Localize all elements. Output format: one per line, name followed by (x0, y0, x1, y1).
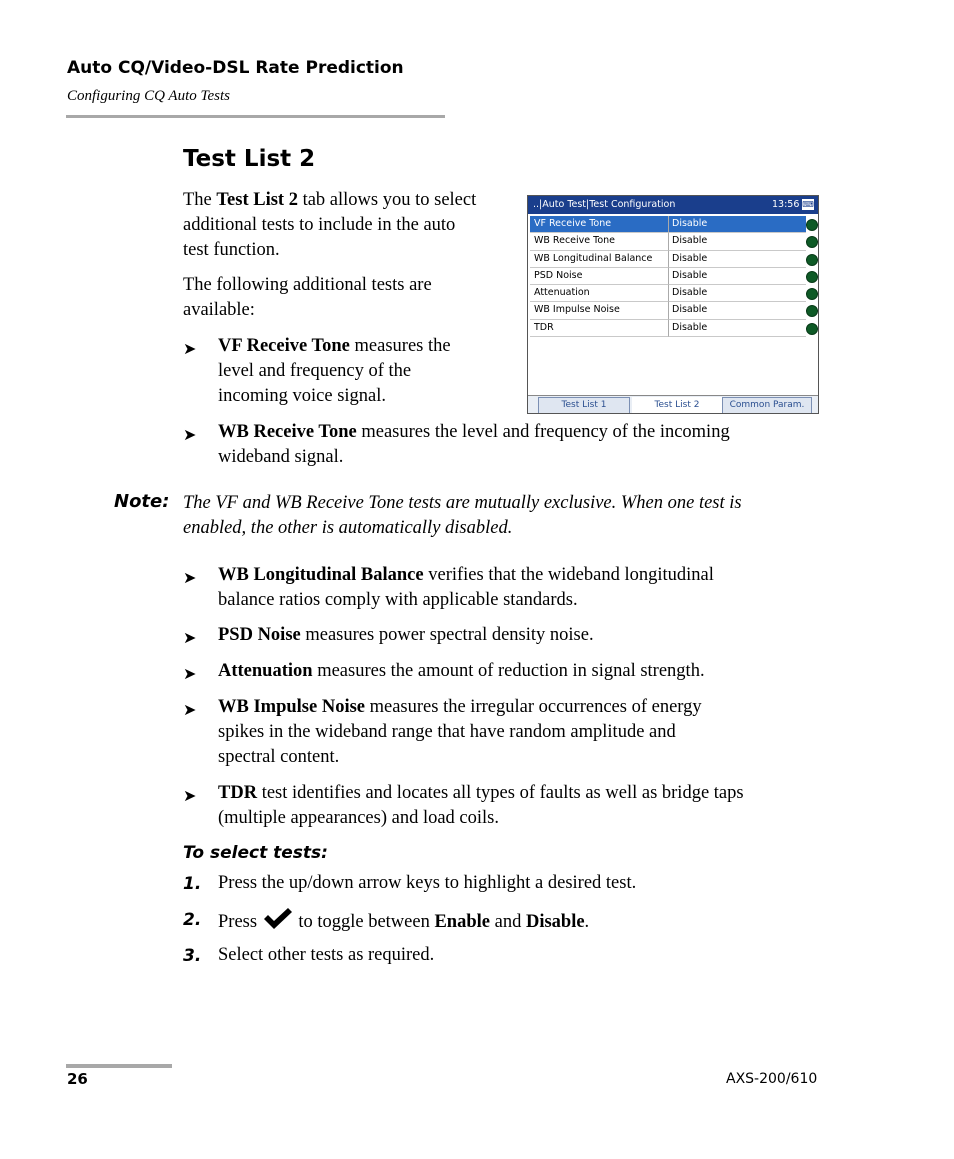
test-value[interactable]: Disable (668, 216, 806, 233)
test-row[interactable] (530, 251, 818, 268)
intro-paragraph: The Test List 2 tab allows you to select additional tests to include in the auto test function. (183, 190, 477, 260)
checkmark-icon (262, 907, 294, 929)
status-led-icon (806, 288, 818, 300)
status-led-icon (806, 271, 818, 283)
step-text: Press to toggle between Enable and Disable. (218, 907, 589, 935)
test-value[interactable]: Disable (668, 233, 806, 250)
status-led-icon (806, 323, 818, 335)
device-breadcrumb[interactable]: ..|Auto Test|Test Configuration (533, 199, 676, 210)
device-clock: 13:56 (772, 199, 800, 210)
status-led-icon (806, 219, 818, 231)
step-text: Press the up/down arrow keys to highlight a desired test. (218, 873, 637, 893)
test-row[interactable] (530, 216, 818, 233)
test-name: Attenuation (530, 285, 669, 302)
test-name: WB Receive Tone (530, 233, 669, 250)
keyboard-icon[interactable]: ⌨ (802, 200, 814, 209)
bullet-tdr: TDR test identifies and locates all types of faults as well as bridge taps (multiple appearances) and load coils. (218, 783, 744, 828)
device-screenshot (527, 195, 819, 414)
footer-rule (66, 1064, 172, 1068)
test-row[interactable] (530, 268, 818, 285)
page-number: 26 (67, 1070, 88, 1088)
bullet-wb-longitudinal-balance: WB Longitudinal Balance verifies that the wideband longitudinal balance ratios comply with applicable standards. (218, 565, 714, 610)
bullet-arrow-icon: ➤ (183, 666, 197, 683)
test-name: VF Receive Tone (530, 216, 669, 233)
test-value[interactable]: Disable (668, 251, 806, 268)
test-value[interactable]: Disable (668, 320, 806, 337)
test-row[interactable] (530, 285, 818, 302)
status-led-icon (806, 236, 818, 248)
header-rule (66, 115, 445, 118)
tab-common-param[interactable]: Common Param. (722, 397, 812, 414)
procedure-title: To select tests: (183, 843, 328, 863)
status-led-icon (806, 305, 818, 317)
available-paragraph: The following additional tests are available: (183, 275, 432, 320)
test-name: TDR (530, 320, 669, 337)
bullet-arrow-icon: ➤ (183, 630, 197, 647)
test-value[interactable]: Disable (668, 285, 806, 302)
test-row[interactable] (530, 320, 818, 337)
test-row[interactable] (530, 233, 818, 250)
test-name: WB Impulse Noise (530, 302, 669, 319)
tab-test-list-2[interactable]: Test List 2 (632, 397, 722, 414)
note-label: Note: (114, 491, 170, 512)
note-text: The VF and WB Receive Tone tests are mutually exclusive. When one test is enabled, the other is automatically disabled. (183, 493, 742, 538)
chapter-title: Auto CQ/Video-DSL Rate Prediction (67, 58, 404, 78)
bullet-arrow-icon: ➤ (183, 427, 197, 444)
bullet-vf-receive-tone: VF Receive Tone measures the level and frequency of the incoming voice signal. (218, 336, 451, 406)
section-subtitle: Configuring CQ Auto Tests (67, 88, 230, 104)
test-name: WB Longitudinal Balance (530, 251, 669, 268)
step-number: 1. (183, 874, 202, 894)
page-title: Test List 2 (183, 146, 316, 172)
bullet-psd-noise: PSD Noise measures power spectral density noise. (218, 625, 594, 645)
test-row[interactable] (530, 302, 818, 319)
step-number: 2. (183, 910, 202, 930)
test-value[interactable]: Disable (668, 268, 806, 285)
test-list (530, 216, 818, 337)
document-id: AXS-200/610 (726, 1071, 818, 1087)
device-tab-bar (528, 395, 818, 414)
bullet-attenuation: Attenuation measures the amount of reduction in signal strength. (218, 661, 705, 681)
test-value[interactable]: Disable (668, 302, 806, 319)
bullet-arrow-icon: ➤ (183, 341, 197, 358)
test-name: PSD Noise (530, 268, 669, 285)
step-text: Select other tests as required. (218, 945, 435, 965)
bullet-arrow-icon: ➤ (183, 788, 197, 805)
bullet-arrow-icon: ➤ (183, 702, 197, 719)
device-titlebar (528, 196, 818, 214)
bullet-wb-receive-tone: WB Receive Tone measures the level and frequency of the incoming wideband signal. (218, 422, 730, 467)
bullet-arrow-icon: ➤ (183, 570, 197, 587)
bullet-wb-impulse-noise: WB Impulse Noise measures the irregular occurrences of energy spikes in the wideband range that have random amplitude and spectral content. (218, 697, 702, 767)
status-led-icon (806, 254, 818, 266)
step-number: 3. (183, 946, 202, 966)
tab-test-list-1[interactable]: Test List 1 (538, 397, 630, 414)
